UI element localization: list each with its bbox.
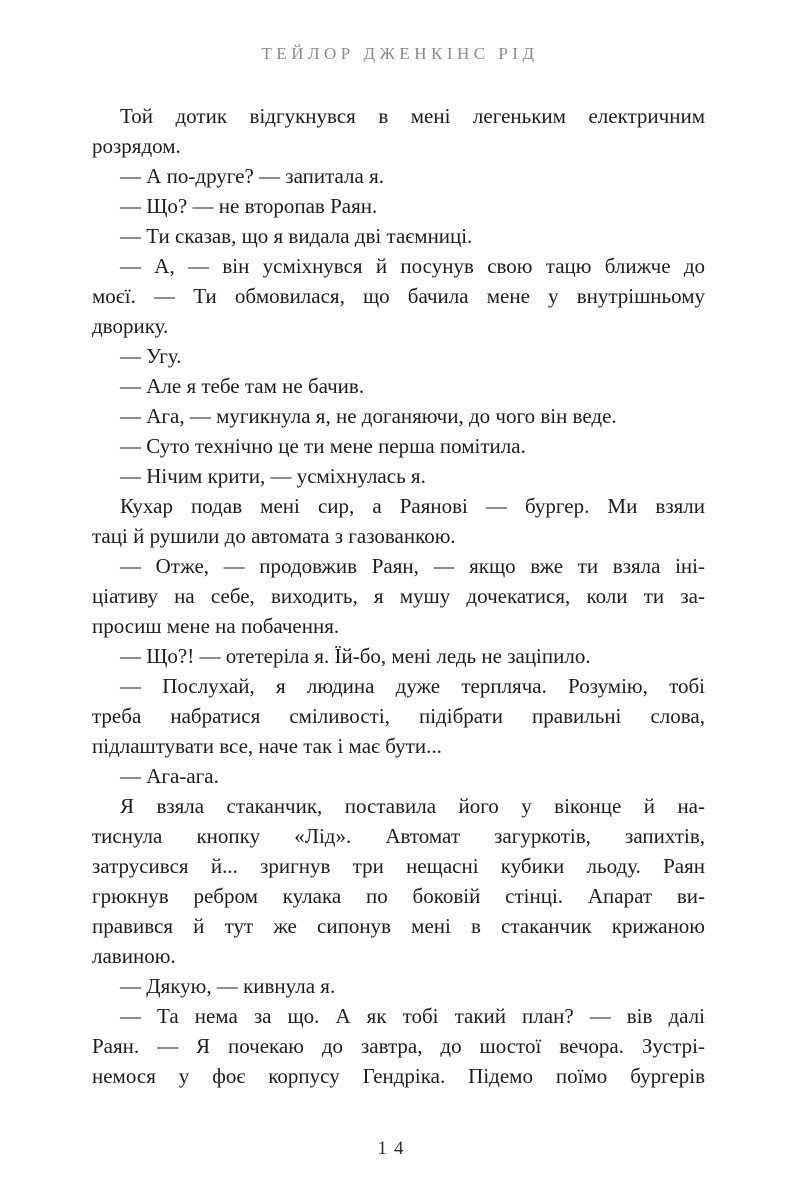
text-line: ціативу на себе, виходить, я мушу дочекатися, коли ти за- bbox=[92, 584, 705, 608]
text-line: немося у фоє корпусу Гендріка. Підемо поїмо бургерів bbox=[92, 1064, 705, 1088]
running-header: ТЕЙЛОР ДЖЕНКІНС РІД bbox=[261, 44, 539, 63]
text-line: — Що? — не второпав Раян. bbox=[120, 194, 378, 218]
text-line: треба набратися сміливості, підібрати правильні слова, bbox=[92, 704, 705, 728]
text-line: — А по-друге? — запитала я. bbox=[120, 164, 384, 188]
text-line: Кухар подав мені сир, а Раянові — бургер. Ми взяли bbox=[120, 494, 705, 518]
text-line: — Але я тебе там не бачив. bbox=[120, 374, 365, 398]
text-line: Раян. — Я почекаю до завтра, до шостої вечора. Зустрі- bbox=[92, 1034, 705, 1058]
text-line: моєї. — Ти обмовилася, що бачила мене у внутрішньому bbox=[92, 284, 705, 308]
text-line: Той дотик відгукнувся в мені легеньким електричним bbox=[120, 104, 705, 128]
text-line: Я взяла стаканчик, поставила його у віконце й на- bbox=[120, 794, 705, 818]
text-line: — Дякую, — кивнула я. bbox=[120, 974, 336, 998]
page-number: 14 bbox=[377, 1138, 411, 1159]
text-line: — Ага, — мугикнула я, не доганяючи, до чого він веде. bbox=[120, 404, 617, 428]
text-line: таці й рушили до автомата з газованкою. bbox=[92, 524, 456, 548]
text-line: — Що?! — отетеріла я. Їй-бо, мені ледь не заціпило. bbox=[120, 644, 591, 668]
text-line: грюкнув ребром кулака по боковій стінці. Апарат ви- bbox=[92, 884, 705, 908]
text-line: правився й тут же сипонув мені в стаканчик крижаною bbox=[92, 914, 705, 938]
text-line: — Отже, — продовжив Раян, — якщо вже ти взяла іні- bbox=[120, 554, 705, 578]
text-line: — Ти сказав, що я видала дві таємниці. bbox=[120, 224, 473, 248]
text-line: — А, — він усміхнувся й посунув свою тацю ближче до bbox=[120, 254, 705, 278]
text-line: — Та нема за що. А як тобі такий план? — вів далі bbox=[120, 1004, 705, 1028]
text-line: — Ага-ага. bbox=[120, 764, 219, 788]
text-line: підлаштувати все, наче так і має бути... bbox=[92, 734, 442, 758]
text-line: — Нічим крити, — усміхнулась я. bbox=[120, 464, 426, 488]
text-line: — Суто технічно це ти мене перша помітила. bbox=[120, 434, 526, 458]
text-line: просиш мене на побачення. bbox=[92, 614, 340, 638]
text-line: лавиною. bbox=[92, 944, 176, 968]
text-line: розрядом. bbox=[92, 134, 181, 158]
text-line: тиснула кнопку «Лід». Автомат загуркотів, запихтів, bbox=[92, 824, 705, 848]
text-line: — Угу. bbox=[120, 344, 182, 368]
body-text bbox=[92, 101, 705, 1091]
text-line: — Послухай, я людина дуже терпляча. Розумію, тобі bbox=[120, 674, 705, 698]
text-line: дворику. bbox=[92, 314, 169, 338]
text-line: затрусився й... зригнув три нещасні кубики льоду. Раян bbox=[92, 854, 705, 878]
